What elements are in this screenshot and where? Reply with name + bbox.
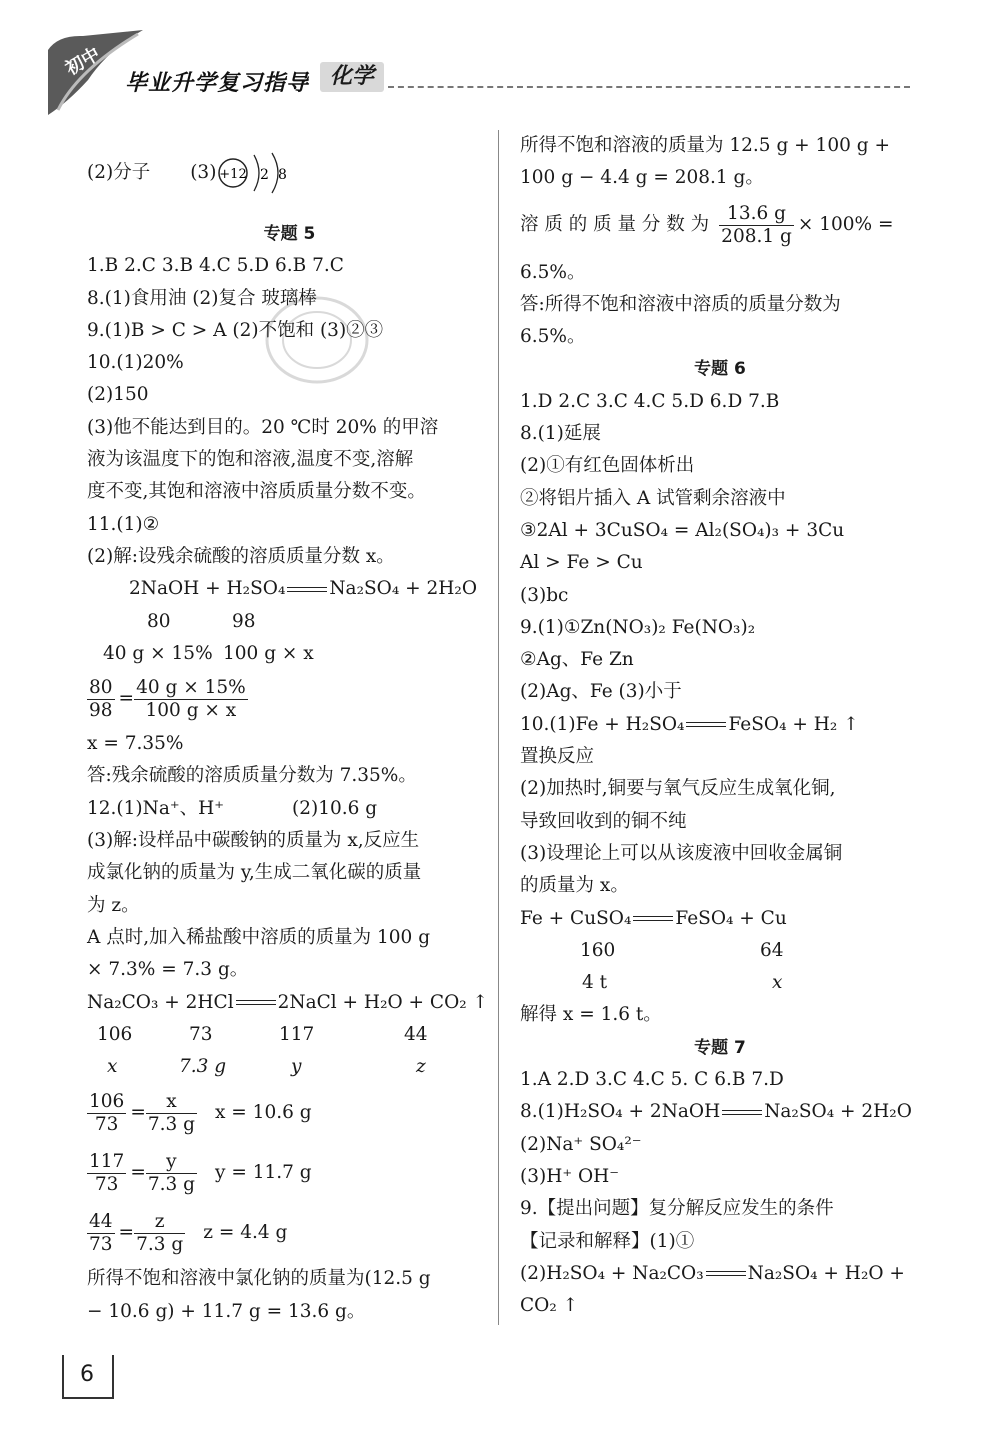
answer-line: 答:残余硫酸的溶质质量分数为 7.35%。 — [87, 765, 417, 787]
subject-label: 化学 — [320, 62, 384, 92]
answer-line: 导致回收到的铜不纯 — [520, 810, 687, 832]
right-column — [520, 130, 920, 1322]
answer-line: (2)①有红色固体析出 — [520, 455, 695, 477]
answer-line: 12.(1)Na⁺、H⁺ (2)10.6 g — [87, 797, 378, 819]
answer-line: 解得 x = 1.6 t。 — [520, 1004, 662, 1026]
equation-line: (2)H₂SO₄ + Na₂CO₃ Na₂SO₄ + H₂O + — [520, 1262, 905, 1284]
section-title-7: 专题 7 — [694, 1037, 746, 1058]
answer-line: CO₂ ↑ — [520, 1295, 579, 1317]
answer-line: 6.5%。 — [520, 261, 586, 283]
page-number: 6 — [80, 1362, 94, 1387]
equation-line: 2NaOH + H₂SO₄ Na₂SO₄ + 2H₂O — [129, 578, 477, 600]
answer-line: 11.(1)② — [87, 513, 160, 535]
equation-line: Na₂CO₃ + 2HCl 2NaCl + H₂O + CO₂ ↑ — [87, 991, 489, 1013]
svg-text:+12: +12 — [219, 167, 248, 182]
badge-text: 初中 — [62, 43, 104, 80]
equation-line: 8.(1)H₂SO₄ + 2NaOH Na₂SO₄ + 2H₂O — [520, 1101, 912, 1123]
answer-line: 8.(1)食用油 (2)复合 玻璃棒 — [87, 287, 317, 309]
column-divider — [498, 130, 499, 1325]
fraction-equation: $\frac{80}{98}$ = $\frac{40 g \times 15\%}{100 g \times x}$ — [89, 676, 246, 721]
answer-line: (3)H⁺ OH⁻ — [520, 1165, 620, 1187]
answer-line: 100 g − 4.4 g = 208.1 g。 — [520, 167, 764, 189]
answer-line: × 7.3% = 7.3 g。 — [87, 959, 249, 981]
answer-line: 所得不饱和溶液的质量为 12.5 g + 100 g + — [520, 135, 890, 156]
answer-line: 答:所得不饱和溶液中溶质的质量分数为 — [520, 293, 841, 315]
answer-line: (2)Ag、Fe (3)小于 — [520, 681, 682, 703]
answer-line: 的质量为 x。 — [520, 875, 629, 897]
section-title-6: 专题 6 — [694, 359, 746, 380]
fraction-equation: $\frac{44}{73}$ = $\frac{z}{7.3 g}$ z = 4.4 g — [89, 1210, 288, 1255]
answer-line: (3)解:设样品中碳酸钠的质量为 x,反应生 — [87, 830, 420, 852]
answer-line: (2)分子 (3) +12 2 8 — [87, 156, 492, 190]
equation-line: Fe + CuSO₄ FeSO₄ + Cu — [520, 907, 787, 929]
answer-line: (2)解:设残余硫酸的溶质质量分数 x。 — [87, 545, 395, 567]
answer-line: 9.(1)①Zn(NO₃)₂ Fe(NO₃)₂ — [520, 616, 756, 638]
svg-text:2: 2 — [260, 167, 270, 183]
answer-line: 成氯化钠的质量为 y,生成二氧化碳的质量 — [87, 862, 422, 884]
answer-line: ③2Al + 3CuSO₄ = Al₂(SO₄)₃ + 3Cu — [520, 519, 845, 541]
answer-line: Al > Fe > Cu — [520, 552, 643, 574]
answer-line: − 10.6 g) + 11.7 g = 13.6 g。 — [87, 1300, 366, 1322]
answer-line: 液为该温度下的饱和溶液,温度不变,溶解 — [87, 449, 414, 471]
svg-text:8: 8 — [278, 167, 288, 183]
equation-line: 10.(1)Fe + H₂SO₄ FeSO₄ + H₂ ↑ — [520, 713, 859, 735]
answer-line: ②将铝片插入 A 试管剩余溶液中 — [520, 487, 786, 509]
answer-line: (3)bc — [520, 584, 569, 606]
answer-line: A 点时,加入稀盐酸中溶质的质量为 100 g — [87, 926, 431, 948]
fraction-equation: $\frac{117}{73}$ = $\frac{y}{7.3 g}$ y = 11.7 g — [89, 1150, 312, 1195]
answer-line: 【记录和解释】(1)① — [520, 1230, 695, 1252]
equation-line: x 7.3 g y z — [107, 1056, 426, 1078]
equation-line: 4 t x — [582, 972, 783, 994]
answer-line: 1.D 2.C 3.C 4.C 5.D 6.D 7.B — [520, 390, 780, 412]
answer-line: (3)设理论上可以从该废液中回收金属铜 — [520, 842, 843, 864]
answer-line: 1.B 2.C 3.B 4.C 5.D 6.B 7.C — [87, 255, 344, 277]
answer-line: 8.(1)延展 — [520, 423, 601, 445]
answer-line: (2)加热时,铜要与氧气反应生成氧化铜, — [520, 778, 836, 800]
answer-line: (3)他不能达到目的。20 ℃时 20% 的甲溶 — [87, 416, 439, 438]
fraction-equation: 溶 质 的 质 量 分 数 为 $\frac{13.6 g}{208.1 g}$ × 100% = — [520, 203, 894, 248]
answer-line: ②Ag、Fe Zn — [520, 649, 634, 671]
section-title-5: 专题 5 — [263, 224, 316, 244]
atom-structure-icon — [216, 151, 296, 195]
answer-line: (2)150 — [87, 384, 149, 406]
equation-line: 106 73 117 44 — [97, 1023, 428, 1045]
book-title: 毕业升学复习指导 — [125, 71, 310, 96]
left-column — [87, 156, 492, 1328]
equation-line: 40 g × 15% 100 g × x — [103, 642, 314, 664]
answer-line: 所得不饱和溶液中氯化钠的质量为(12.5 g — [87, 1268, 431, 1290]
answer-line: x = 7.35% — [87, 733, 184, 755]
answer-line: 置换反应 — [520, 746, 595, 768]
answer-line: (2)Na⁺ SO₄²⁻ — [520, 1133, 642, 1155]
equation-line: 80 98 — [147, 610, 256, 632]
header-dashed-rule — [388, 86, 910, 88]
answer-line: 9.(1)B > C > A (2)不饱和 (3)②③ — [87, 319, 384, 341]
answer-line: 度不变,其饱和溶液中溶质质量分数不变。 — [87, 481, 426, 503]
answer-line: 为 z。 — [87, 894, 140, 916]
answer-line: 9.【提出问题】复分解反应发生的条件 — [520, 1198, 834, 1220]
answer-line: 10.(1)20% — [87, 352, 184, 374]
equation-line: 160 64 — [580, 939, 784, 961]
fraction-equation: $\frac{106}{73}$ = $\frac{x}{7.3 g}$ x = 10.6 g — [89, 1090, 312, 1135]
answer-line: 6.5%。 — [520, 326, 586, 348]
answer-line: 1.A 2.D 3.C 4.C 5. C 6.B 7.D — [520, 1069, 784, 1091]
